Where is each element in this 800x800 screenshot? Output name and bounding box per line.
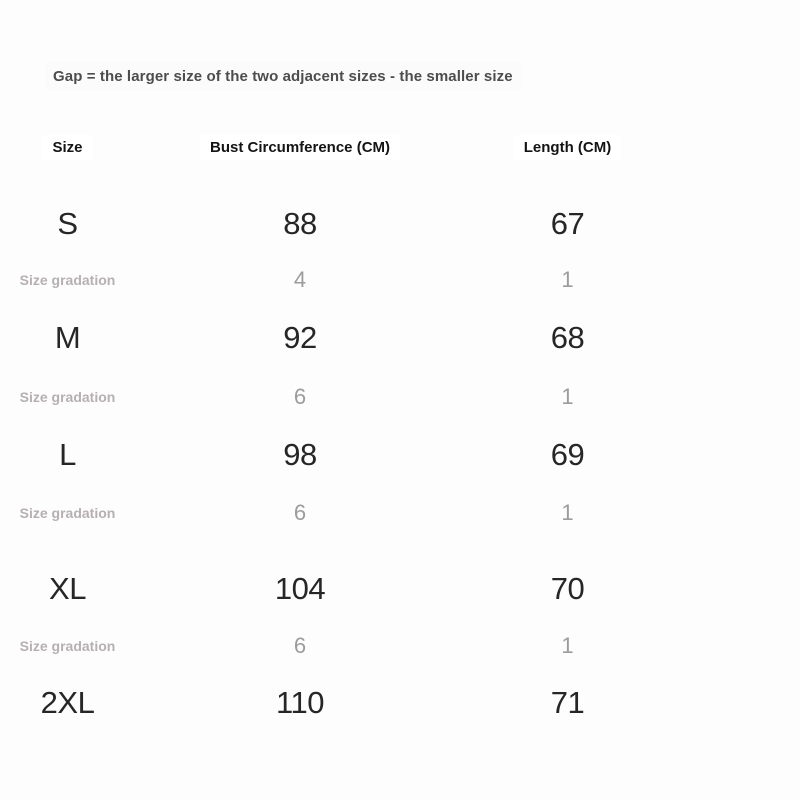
length-cell: 68 <box>550 320 585 355</box>
bust-cell: 110 <box>276 685 324 720</box>
gradation-label: Size gradation <box>19 389 116 405</box>
table-row-gradation <box>0 368 800 426</box>
table-row-gradation <box>0 618 800 674</box>
gradation-length-value: 1 <box>561 500 574 525</box>
gradation-label: Size gradation <box>19 272 116 288</box>
size-cell: S <box>57 206 78 241</box>
table-row-size-xl <box>0 560 800 618</box>
length-cell: 67 <box>550 206 585 241</box>
table-row-size-s <box>0 196 800 252</box>
gradation-length-value: 1 <box>561 633 574 658</box>
gradation-length-value: 1 <box>561 267 574 292</box>
table-row-size-l <box>0 426 800 484</box>
gradation-bust-value: 4 <box>293 267 307 292</box>
section-gap-spacer <box>0 542 800 560</box>
length-cell: 70 <box>550 571 585 606</box>
header-gap-spacer <box>0 170 800 196</box>
gap-definition-caption: Gap = the larger size of the two adjacent sizes - the smaller size <box>45 63 521 90</box>
header-length-label: Length (CM) <box>514 135 621 160</box>
gradation-bust-value: 6 <box>293 633 307 658</box>
gradation-label: Size gradation <box>19 638 116 654</box>
size-cell: XL <box>49 571 86 606</box>
size-chart-table <box>0 124 800 732</box>
gradation-bust-value: 6 <box>293 500 307 525</box>
bust-cell: 98 <box>283 437 317 472</box>
header-bust-label: Bust Circumference (CM) <box>200 135 400 160</box>
gradation-length-value: 1 <box>561 384 574 409</box>
size-cell: L <box>59 437 76 472</box>
table-row-gradation <box>0 484 800 542</box>
bust-cell: 104 <box>274 571 326 606</box>
header-length <box>465 135 670 160</box>
gradation-bust-value: 6 <box>293 384 307 409</box>
bust-cell: 88 <box>283 206 317 241</box>
bust-cell: 92 <box>283 320 317 355</box>
length-cell: 71 <box>550 685 585 720</box>
table-header-row <box>0 124 800 170</box>
table-row-gradation <box>0 252 800 308</box>
header-bust-circumference <box>135 135 465 160</box>
size-cell: 2XL <box>40 685 95 720</box>
table-row-size-m <box>0 308 800 368</box>
length-cell: 69 <box>550 437 585 472</box>
header-size <box>0 135 135 160</box>
gradation-label: Size gradation <box>19 505 116 521</box>
header-size-label: Size <box>42 135 92 160</box>
size-cell: M <box>54 320 81 355</box>
table-row-size-2xl <box>0 674 800 732</box>
